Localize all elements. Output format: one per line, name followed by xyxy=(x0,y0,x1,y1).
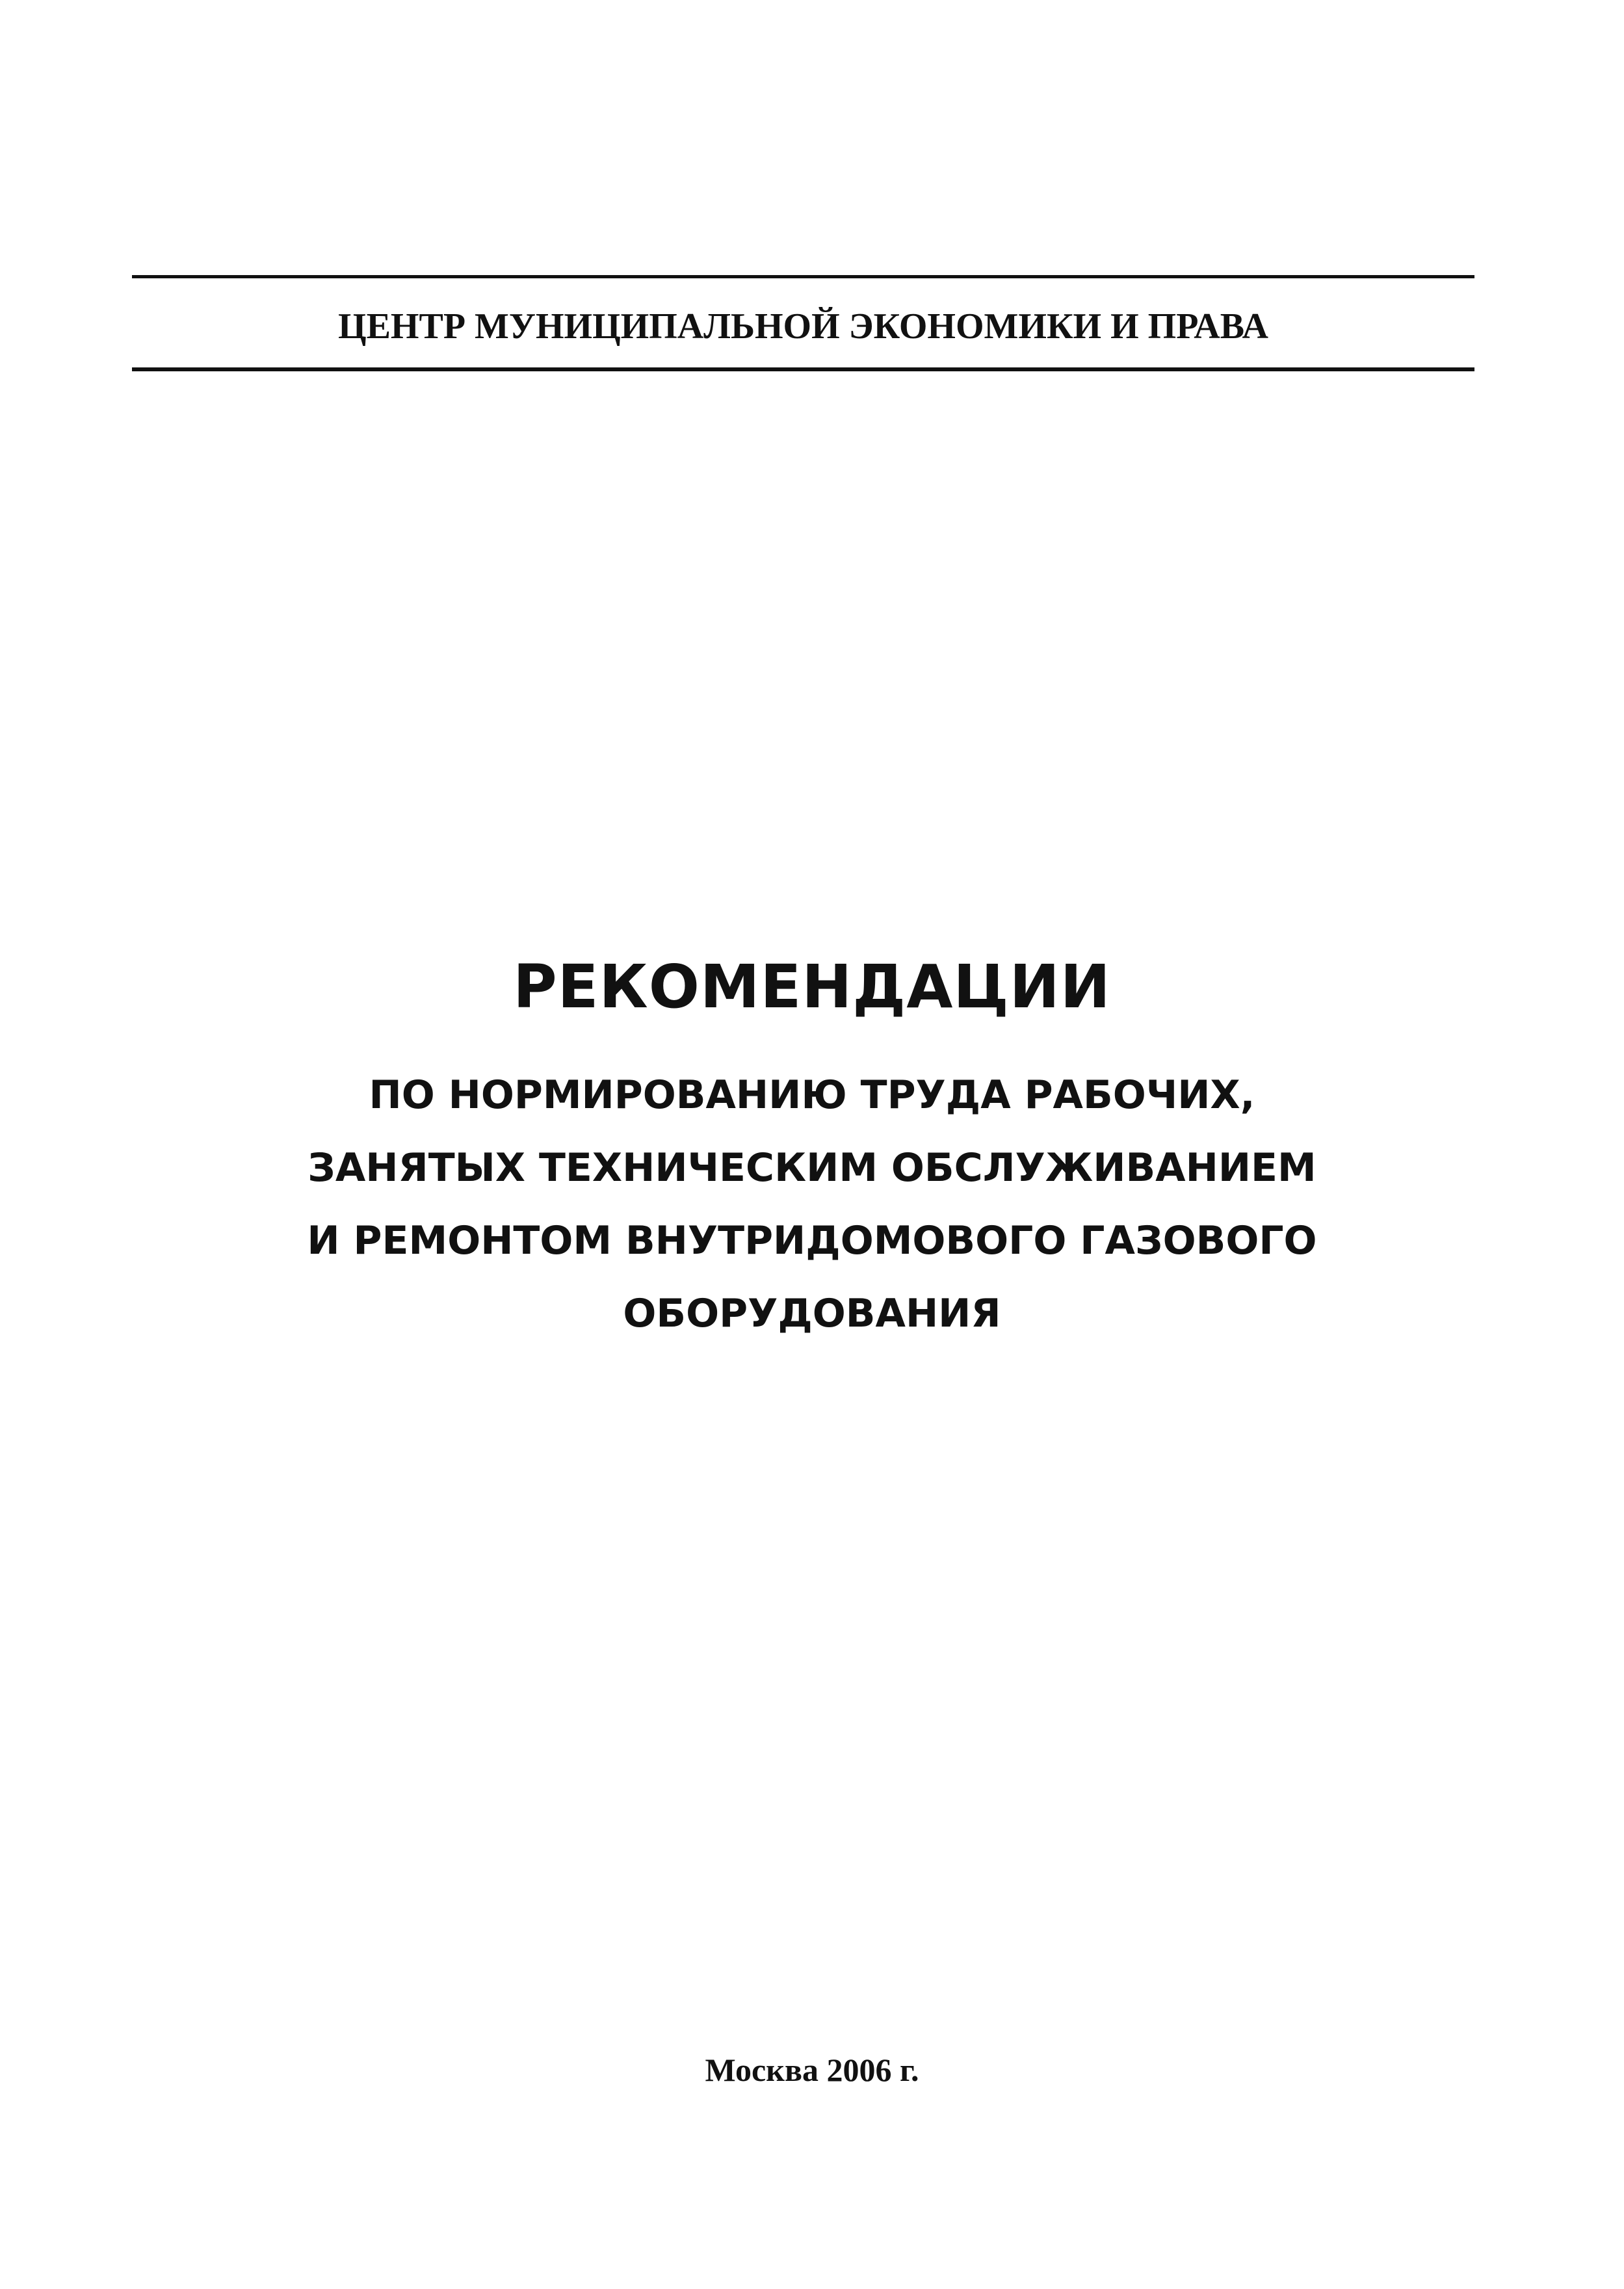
subtitle-line: ЗАНЯТЫХ ТЕХНИЧЕСКИМ ОБСЛУЖИВАНИЕМ xyxy=(308,1145,1316,1191)
subtitle-line: ПО НОРМИРОВАНИЮ ТРУДА РАБОЧИХ, xyxy=(369,1072,1255,1118)
publication-place-year: Москва 2006 г. xyxy=(705,2052,919,2088)
document-subtitle xyxy=(0,1059,1624,1350)
subtitle-line: ОБОРУДОВАНИЯ xyxy=(623,1291,1001,1336)
header-rule-top xyxy=(132,275,1474,278)
document-title: РЕКОМЕНДАЦИИ xyxy=(513,952,1111,1022)
organization-name: ЦЕНТР МУНИЦИПАЛЬНОЙ ЭКОНОМИКИ И ПРАВА xyxy=(338,306,1268,347)
header-rule-bottom xyxy=(132,367,1474,371)
subtitle-line: И РЕМОНТОМ ВНУТРИДОМОВОГО ГАЗОВОГО xyxy=(307,1218,1317,1264)
